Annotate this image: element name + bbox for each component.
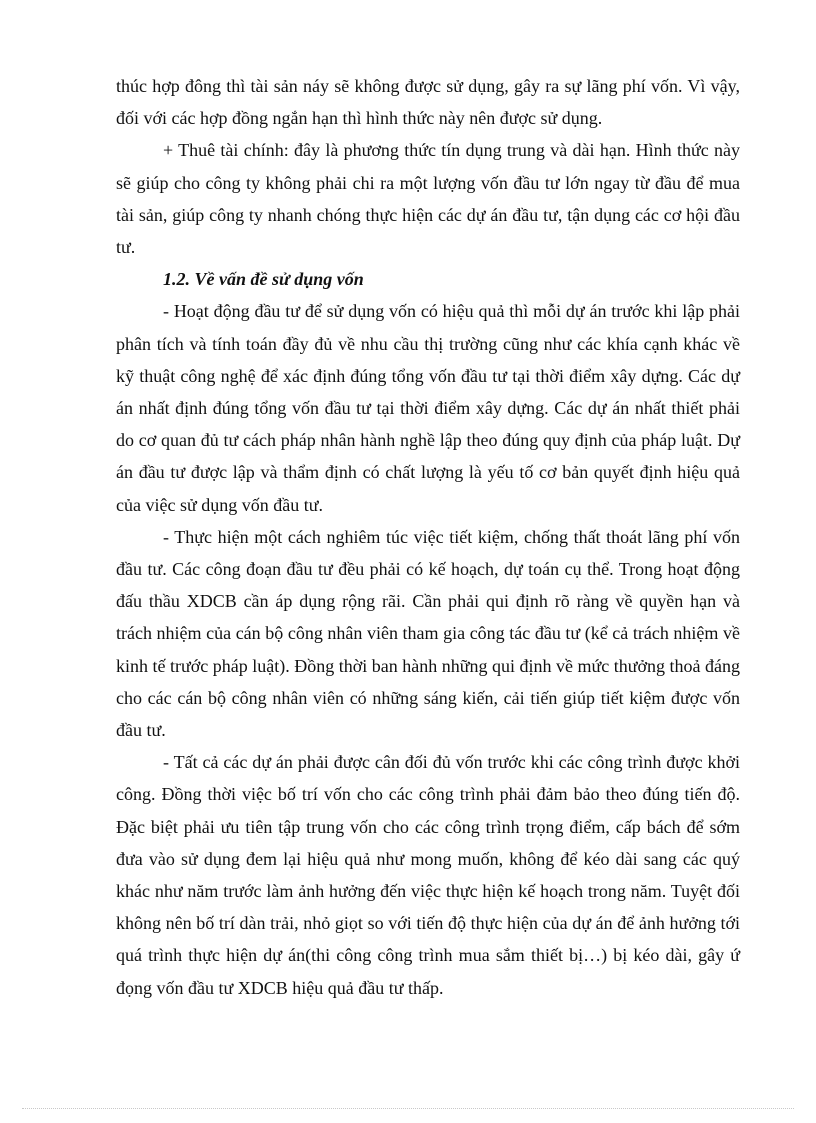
section-heading-capital-use: 1.2. Về vấn đề sử dụng vốn <box>163 269 364 290</box>
paragraph-lease-continuation: thúc hợp đông thì tài sản náy sẽ không được sử dụng, gây ra sự lãng phí vốn. Vì vậy, đối với các hợp đồng ngắn hạn thì hình thức này nên được sử dụng. <box>116 76 740 129</box>
paragraph-capital-allocation: - Tất cả các dự án phải được cân đối đủ vốn trước khi các công trình được khởi công. Đồng thời việc bố trí vốn cho các công trình phải đảm bảo theo đúng tiến độ. Đặc biệt phải ưu tiên tập trung vốn cho các công trình trọng điểm, cấp bách để sớm đưa vào sử dụng đem lại hiệu quả như mong muốn, không để kéo dài sang các quý khác như năm trước làm ảnh hưởng đến việc thực hiện kế hoạch trong năm. Tuyệt đối không nên bố trí dàn trải, nhỏ giọt so với tiến độ thực hiện của dự án để ảnh hưởng tới quá trình thực hiện dự án(thi công công trình mua sắm thiết bị…) bị kéo dài, gây ứ đọng vốn đầu tư XDCB hiệu quả đầu tư thấp. <box>116 752 740 998</box>
page-bottom-rule <box>22 1108 794 1109</box>
document-body <box>116 70 740 1004</box>
paragraph-financial-lease: + Thuê tài chính: đây là phương thức tín dụng trung và dài hạn. Hình thức này sẽ giúp cho công ty không phải chi ra một lượng vốn đầu tư lớn ngay từ đầu để mua tài sản, giúp công ty nhanh chóng thực hiện các dự án đầu tư, tận dụng các cơ hội đầu tư. <box>116 140 740 258</box>
paragraph-investment-efficiency: - Hoạt động đầu tư để sử dụng vốn có hiệu quả thì mỗi dự án trước khi lập phải phân tích và tính toán đầy đủ về nhu cầu thị trường cũng như các khía cạnh khác về kỹ thuật công nghệ để xác định đúng tổng vốn đầu tư tại thời điểm xây dựng. Các dự án nhất định đúng tổng vốn đầu tư tại thời điểm xây dựng. Các dự án nhất thiết phải do cơ quan đủ tư cách pháp nhân hành nghề lập theo đúng quy định của pháp luật. Dự án đầu tư được lập và thẩm định có chất lượng là yếu tố cơ bản quyết định hiệu quả của việc sử dụng vốn đầu tư. <box>116 301 740 515</box>
paragraph-cost-saving: - Thực hiện một cách nghiêm túc việc tiết kiệm, chống thất thoát lãng phí vốn đầu tư. Các công đoạn đầu tư đều phải có kế hoạch, dự toán cụ thể. Trong hoạt động đấu thầu XDCB cần áp dụng rộng rãi. Cần phải qui định rõ ràng về quyền hạn và trách nhiệm của cán bộ công nhân viên tham gia công tác đầu tư (kể cả trách nhiệm về kinh tế trước pháp luật). Đồng thời ban hành những qui định về mức thưởng thoả đáng cho các cán bộ công nhân viên có những sáng kiến, cải tiến giúp tiết kiệm được vốn đầu tư. <box>116 526 740 741</box>
